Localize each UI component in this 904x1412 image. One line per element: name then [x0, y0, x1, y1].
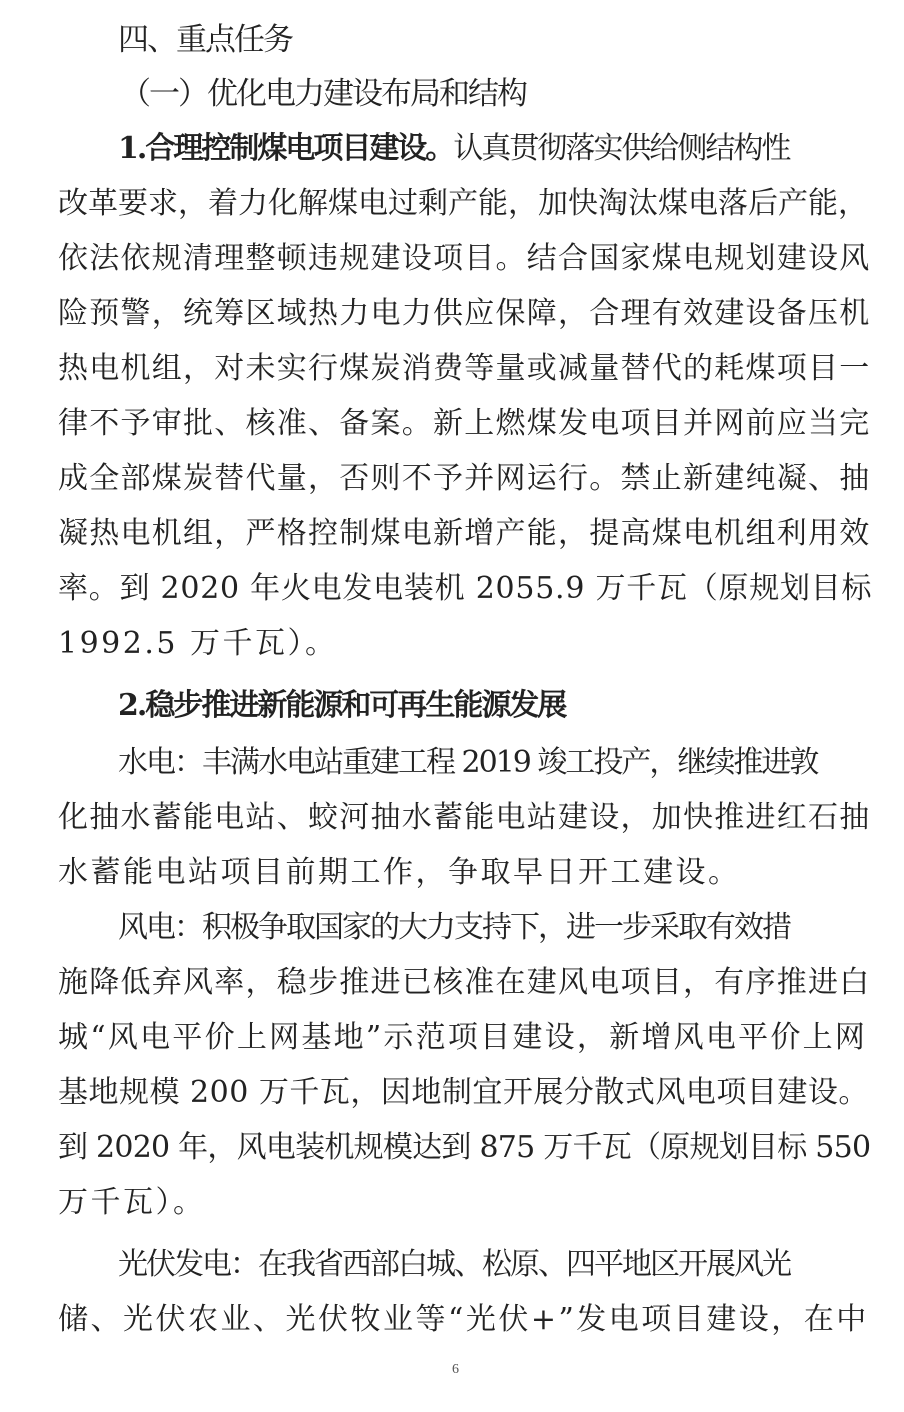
hydro-line-0: 水电：丰满水电站重建工程 2019 竣工投产，继续推进敦	[118, 745, 818, 780]
wind-line-2: 城“风电平价上网基地”示范项目建设，新增风电平价上网	[58, 1020, 868, 1055]
solar-line-1: 储、光伏农业、光伏牧业等“光伏+”发电项目建设，在中	[58, 1302, 869, 1337]
item1-line-5: 律不予审批、核准、备案。新上燃煤发电项目并网前应当完	[58, 406, 871, 441]
subsection-title: （一）优化电力建设布局和结构	[120, 76, 526, 112]
item1-line-3: 险预警，统筹区域热力电力供应保障，合理有效建设备压机	[58, 296, 871, 331]
page-number: 6	[452, 1362, 459, 1377]
item1-line-0: 认真贯彻落实供给侧结构性	[453, 131, 790, 166]
item1-line-9: 1992.5 万千瓦）。	[58, 626, 338, 661]
wind-line-3: 基地规模 200 万千瓦，因地制宜开展分散式风电项目建设。	[58, 1075, 869, 1110]
wind-line-5: 万千瓦）。	[58, 1185, 206, 1220]
hydro-line-2: 水蓄能电站项目前期工作，争取早日开工建设。	[58, 855, 741, 890]
wind-line-1: 施降低弃风率，稳步推进已核准在建风电项目，有序推进白	[58, 965, 871, 1000]
item1-line-7: 凝热电机组，严格控制煤电新增产能，提高煤电机组利用效	[58, 516, 871, 551]
item1-first-line	[118, 131, 904, 167]
wind-line-4: 到 2020 年，风电装机规模达到 875 万千瓦（原规划目标 550	[58, 1130, 871, 1165]
item1-title: 1.合理控制煤电项目建设。	[118, 131, 454, 166]
item1-line-8: 率。到 2020 年火电发电装机 2055.9 万千瓦（原规划目标	[58, 571, 873, 606]
item1-line-6: 成全部煤炭替代量，否则不予并网运行。禁止新建纯凝、抽	[58, 461, 871, 496]
item1-line-1: 改革要求，着力化解煤电过剩产能，加快淘汰煤电落后产能，	[58, 186, 868, 221]
hydro-line-1: 化抽水蓄能电站、蛟河抽水蓄能电站建设，加快推进红石抽	[58, 800, 871, 835]
solar-line-0: 光伏发电：在我省西部白城、松原、四平地区开展风光	[118, 1247, 790, 1282]
wind-line-0: 风电：积极争取国家的大力支持下，进一步采取有效措	[118, 910, 790, 945]
item2-title: 2.稳步推进新能源和可再生能源发展	[118, 688, 566, 723]
item1-line-2: 依法依规清理整顿违规建设项目。结合国家煤电规划建设风	[58, 241, 871, 276]
item1-line-4: 热电机组，对未实行煤炭消费等量或减量替代的耗煤项目一	[58, 351, 871, 386]
section-title: 四、重点任务	[118, 22, 292, 58]
